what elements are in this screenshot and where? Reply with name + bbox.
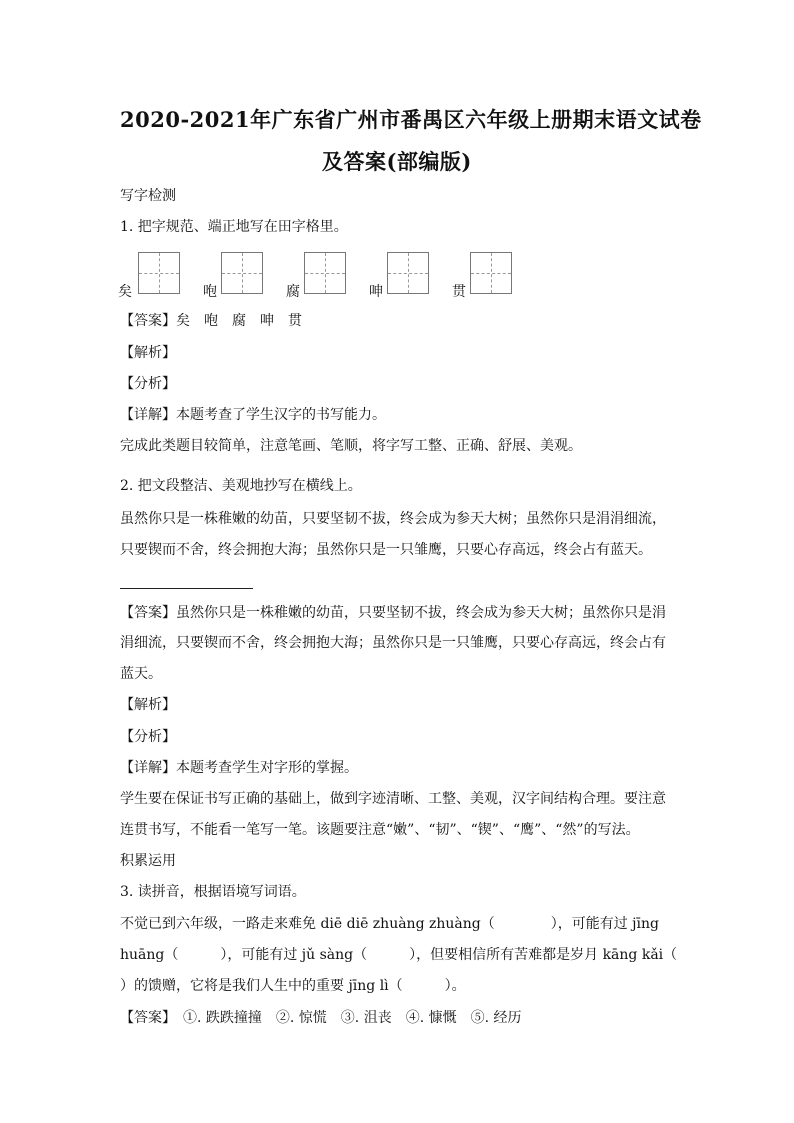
- q1-prompt: 1. 把字规范、端正地写在田字格里。: [120, 219, 348, 235]
- char-label: 咆: [203, 284, 217, 300]
- q3-line-1: 不觉已到六年级，一路走来难免 diē diē zhuàng zhuàng（ ），可能有过 jīng: [120, 916, 659, 932]
- title-line-2: 及答案(部编版): [322, 149, 472, 174]
- q3-prompt: 3. 读拼音，根据语境写词语。: [120, 884, 306, 900]
- title-line-1: 2020-2021年广东省广州市番禺区六年级上册期末语文试卷: [120, 107, 702, 132]
- q2-detail-2: 学生要在保证书写正确的基础上，做到字迹清晰、工整、美观，汉字间结构合理。要注意: [120, 791, 666, 807]
- q1-jiexi: 【解析】: [120, 345, 176, 361]
- q2-passage-line-1: 虽然你只是一株稚嫩的幼苗，只要坚韧不拔，终会成为参天大树；虽然你只是涓涓细流，: [120, 511, 666, 527]
- q3-answer: 【答案】 ①. 跌跌撞撞 ②. 惊慌 ③. 沮丧 ④. 慷慨 ⑤. 经历: [120, 1010, 522, 1026]
- char-label: 贯: [452, 284, 466, 300]
- tianzige-box[interactable]: [387, 252, 429, 294]
- q1-detail: 【详解】本题考查了学生汉字的书写能力。: [120, 407, 386, 423]
- q2-answer-line-3: 蓝天。: [120, 666, 162, 682]
- tianzige-box[interactable]: [304, 252, 346, 294]
- q3-line-2: huāng（ ），可能有过 jǔ sàng（ ），但要相信所有苦难都是岁月 kāng kǎi（: [120, 947, 678, 963]
- q2-answer-line-2: 涓细流，只要锲而不舍，终会拥抱大海；虽然你只是一只雏鹰，只要心存高远，终会占有: [120, 635, 666, 651]
- q2-detail: 【详解】本题考查学生对字形的掌握。: [120, 760, 358, 776]
- section-heading-accumulation: 积累运用: [120, 853, 176, 869]
- q1-fenxi: 【分析】: [120, 376, 176, 392]
- char-label: 腐: [286, 284, 300, 300]
- q3-line-3: ）的馈赠，它将是我们人生中的重要 jīng lì（ ）。: [120, 978, 466, 994]
- q2-fenxi: 【分析】: [120, 729, 176, 745]
- char-label: 呻: [369, 284, 383, 300]
- tianzige-box[interactable]: [221, 252, 263, 294]
- char-label: 矣: [118, 284, 132, 300]
- section-heading-writing: 写字检测: [120, 188, 176, 204]
- q1-answer: 【答案】矣 咆 腐 呻 贯: [120, 313, 302, 329]
- q2-detail-3: 连贯书写，不能看一笔写一笔。该题要注意“嫩”、“韧”、“锲”、“鹰”、“然”的写法。: [120, 822, 640, 838]
- tianzige-box[interactable]: [138, 252, 180, 294]
- answer-line[interactable]: [120, 588, 253, 589]
- q1-detail-2: 完成此类题目较简单，注意笔画、笔顺，将字写工整、正确、舒展、美观。: [120, 438, 582, 454]
- q2-answer-line-1: 【答案】虽然你只是一株稚嫩的幼苗，只要坚韧不拔，终会成为参天大树；虽然你只是涓: [120, 605, 666, 621]
- tianzige-box[interactable]: [470, 252, 512, 294]
- q2-prompt: 2. 把文段整洁、美观地抄写在横线上。: [120, 478, 362, 494]
- q2-passage-line-2: 只要锲而不舍，终会拥抱大海；虽然你只是一只雏鹰，只要心存高远，终会占有蓝天。: [120, 542, 652, 558]
- q2-jiexi: 【解析】: [120, 697, 176, 713]
